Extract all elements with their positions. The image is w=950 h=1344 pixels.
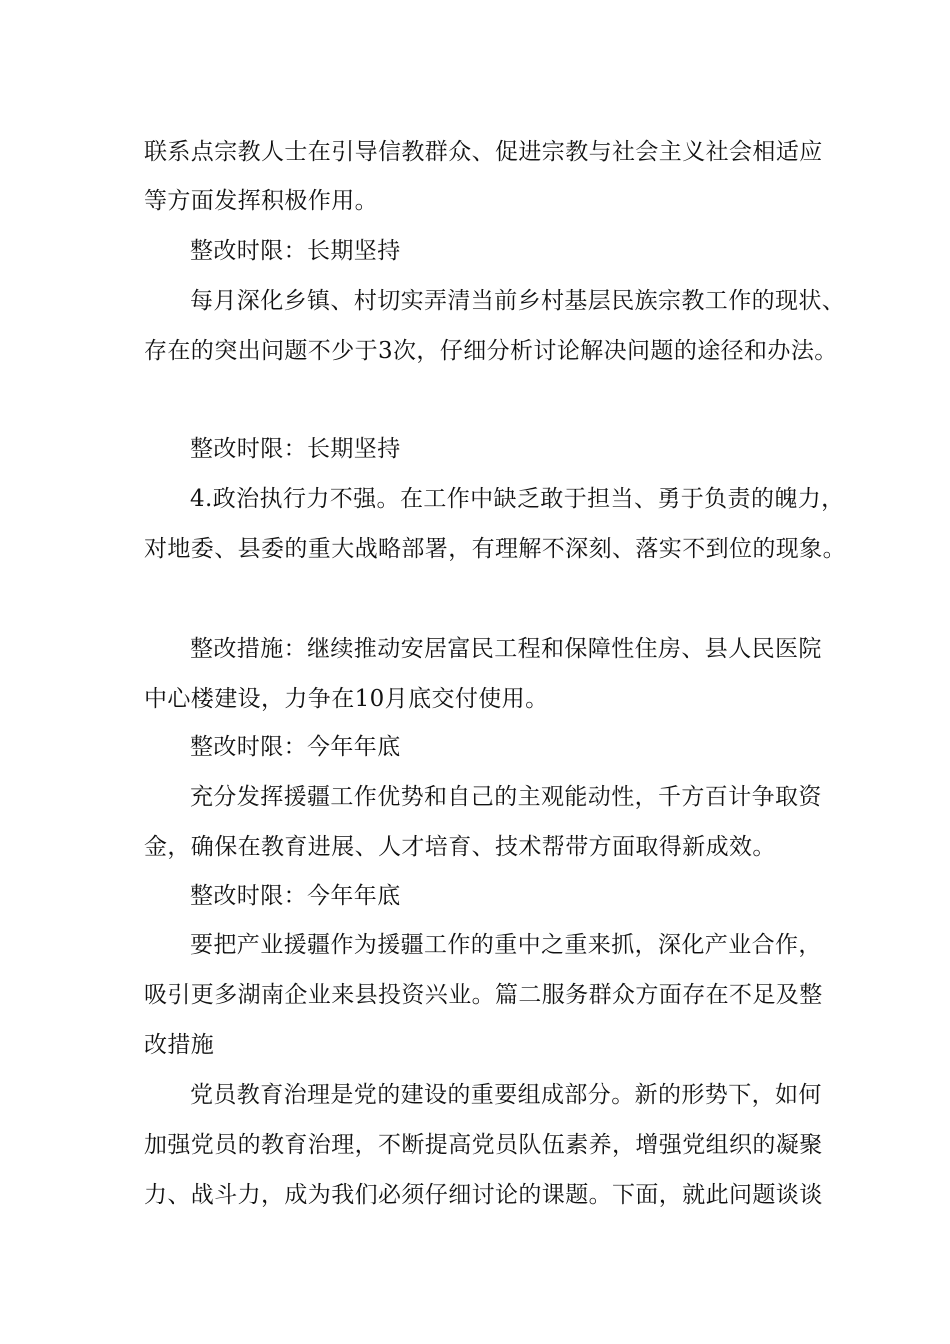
text-line: 吸引更多湖南企业来县投资兴业。篇二服务群众方面存在不足及整 bbox=[144, 982, 823, 1008]
text-line: 整改措施：继续推动安居富民工程和保障性住房、县人民医院 bbox=[190, 636, 822, 662]
text-line: 整改时限：长期坚持 bbox=[190, 436, 401, 462]
text-line: 联系点宗教人士在引导信教群众、促进宗教与社会主义社会相适应 bbox=[144, 139, 823, 165]
text-line: 加强党员的教育治理，不断提高党员队伍素养，增强党组织的凝聚 bbox=[144, 1132, 823, 1158]
text-line: 充分发挥援疆工作优势和自己的主观能动性，千方百计争取资 bbox=[190, 784, 822, 810]
text-line: 4.政治执行力不强。在工作中缺乏敢于担当、勇于负责的魄力， bbox=[190, 486, 845, 512]
text-line: 党员教育治理是党的建设的重要组成部分。新的形势下，如何 bbox=[190, 1082, 822, 1108]
text-line: 整改时限：今年年底 bbox=[190, 734, 401, 760]
text-line: 金，确保在教育进展、人才培育、技术帮带方面取得新成效。 bbox=[144, 834, 776, 860]
text-line: 对地委、县委的重大战略部署，有理解不深刻、落实不到位的现象。 bbox=[144, 536, 846, 562]
text-line: 力、战斗力，成为我们必须仔细讨论的课题。下面，就此问题谈谈 bbox=[144, 1182, 823, 1208]
text-line: 每月深化乡镇、村切实弄清当前乡村基层民族宗教工作的现状、 bbox=[190, 288, 846, 314]
text-line: 存在的突出问题不少于3次，仔细分析讨论解决问题的途径和办法。 bbox=[144, 338, 838, 364]
text-line: 整改时限：长期坚持 bbox=[190, 238, 401, 264]
text-line: 等方面发挥积极作用。 bbox=[144, 188, 378, 214]
text-line: 要把产业援疆作为援疆工作的重中之重来抓，深化产业合作， bbox=[190, 932, 822, 958]
text-line: 整改时限：今年年底 bbox=[190, 883, 401, 909]
text-line: 中心楼建设，力争在10月底交付使用。 bbox=[144, 686, 549, 712]
text-line: 改措施 bbox=[144, 1032, 215, 1058]
